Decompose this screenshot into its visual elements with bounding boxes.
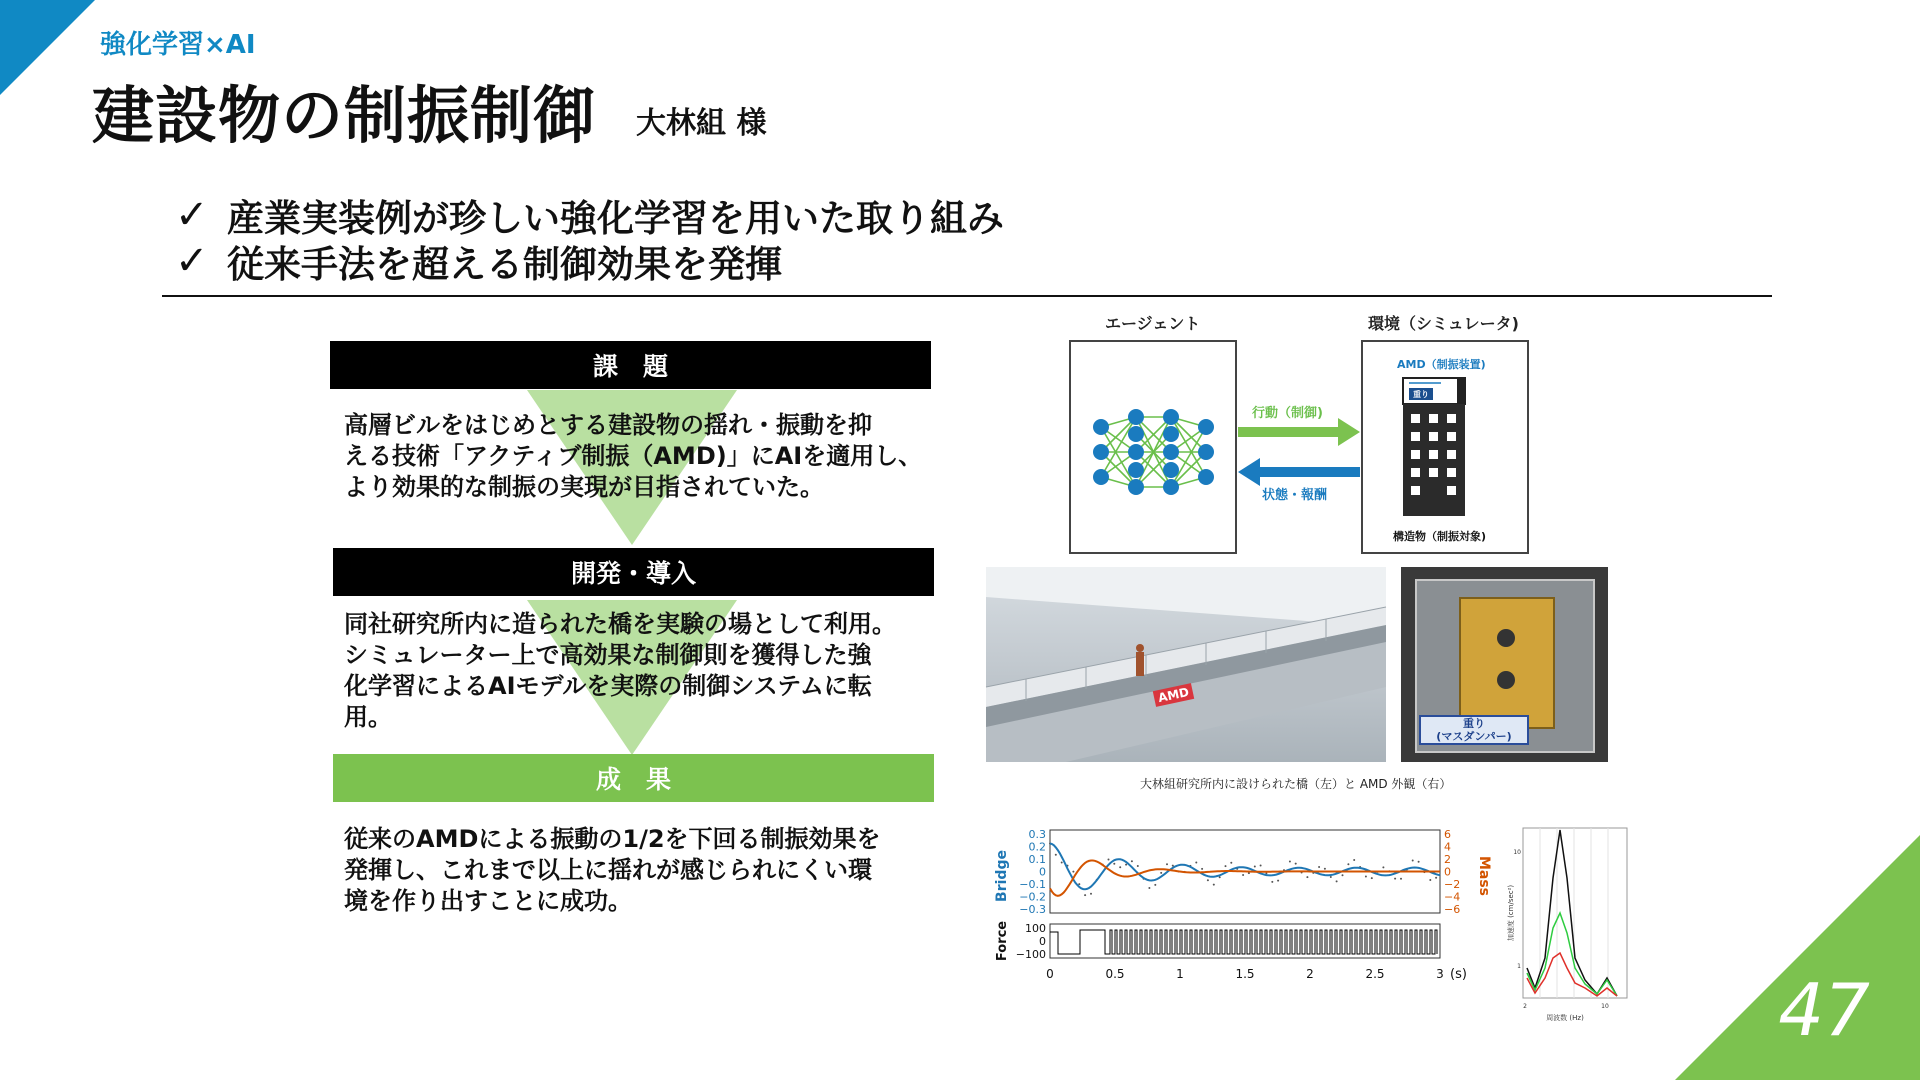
y-tick-label: 1 bbox=[1517, 963, 1521, 970]
agent-box bbox=[1069, 340, 1237, 554]
scatter-point bbox=[1061, 862, 1063, 864]
x-tick-label: 2.5 bbox=[1365, 967, 1385, 981]
highlight-item bbox=[175, 238, 1004, 284]
force-tick-label: 100 bbox=[1025, 922, 1046, 935]
bridge-series-line bbox=[1050, 844, 1440, 890]
right-tick-label: 6 bbox=[1444, 828, 1451, 841]
amd-bolt bbox=[1497, 671, 1515, 689]
x-tick-label: 1.5 bbox=[1235, 967, 1255, 981]
state-reward-label: 状態・報酬 bbox=[1262, 488, 1328, 503]
state-arrow-icon bbox=[1238, 458, 1360, 486]
x-tick-label: 3 bbox=[1436, 967, 1444, 981]
scatter-point bbox=[1084, 894, 1086, 896]
scatter-point bbox=[1435, 877, 1437, 879]
left-tick-label: 0.3 bbox=[1028, 828, 1046, 841]
scatter-point bbox=[1055, 854, 1057, 856]
x-tick-label: 0.5 bbox=[1105, 967, 1125, 981]
right-tick-label: 2 bbox=[1444, 853, 1451, 866]
y-tick-label: 10 bbox=[1513, 849, 1521, 856]
scatter-point bbox=[1230, 862, 1232, 864]
force-tick-label: −100 bbox=[1015, 948, 1046, 961]
scatter-point bbox=[1412, 860, 1414, 862]
amd-label: AMD（制振装置) bbox=[1397, 358, 1486, 371]
issue-header: 課 題 bbox=[330, 341, 931, 389]
right-tick-label: −4 bbox=[1444, 890, 1461, 904]
highlight-text: 産業実装例が珍しい強化学習を用いた取り組み bbox=[227, 197, 1004, 240]
scatter-point bbox=[1400, 878, 1402, 880]
development-header: 開発・導入 bbox=[333, 548, 934, 596]
scatter-point bbox=[1154, 884, 1156, 886]
agent-label: エージェント bbox=[1105, 314, 1201, 333]
scatter-point bbox=[1201, 868, 1203, 870]
amd-bolt bbox=[1497, 629, 1515, 647]
bridge-axis-label: Bridge bbox=[994, 850, 1010, 902]
x-tick-label: 1 bbox=[1176, 967, 1184, 981]
scatter-point bbox=[1131, 860, 1133, 862]
mass-axis-label: Mass bbox=[1476, 855, 1492, 897]
scatter-point bbox=[1172, 865, 1174, 867]
scatter-point bbox=[1137, 865, 1139, 867]
highlight-list bbox=[175, 192, 1004, 284]
amd-photo bbox=[1401, 567, 1608, 762]
scatter-point bbox=[1418, 861, 1420, 863]
force-series-line bbox=[1050, 930, 1437, 954]
spectrum-y-label: 加速度 (cm/sec²) bbox=[1507, 884, 1515, 942]
scatter-point bbox=[1148, 887, 1150, 889]
weight-tag-line2: (マスダンパー) bbox=[1436, 730, 1512, 743]
scatter-point bbox=[1318, 866, 1320, 868]
scatter-point bbox=[1371, 877, 1373, 879]
left-tick-label: −0.3 bbox=[1019, 903, 1046, 916]
result-body: 従来のAMDによる振動の1/2を下回る制振効果を 発揮し、これまで以上に揺れが感じられにくい環 境を作り出すことに成功。 bbox=[344, 825, 881, 915]
scatter-point bbox=[1365, 876, 1367, 878]
scatter-point bbox=[1213, 884, 1215, 886]
highlight-item bbox=[175, 192, 1004, 238]
x-tick-label: 10 bbox=[1601, 1003, 1609, 1010]
spectrum-x-label: 周波数 (Hz) bbox=[1546, 1014, 1584, 1022]
page-number: 47 bbox=[1778, 968, 1870, 1052]
right-tick-label: −6 bbox=[1444, 903, 1461, 916]
scatter-point bbox=[1382, 866, 1384, 868]
scatter-point bbox=[1113, 863, 1115, 865]
amd-plate bbox=[1459, 597, 1555, 729]
weight-tag bbox=[1419, 715, 1529, 745]
scatter-point bbox=[1306, 876, 1308, 878]
scatter-point bbox=[1195, 862, 1197, 864]
development-body: 同社研究所内に造られた橋を実験の場として利用。 シミュレーター上で高効果な制御則を獲得した強 化学習によるAIモデルを実際の制御システムに転 用。 bbox=[344, 610, 896, 731]
left-tick-label: 0 bbox=[1039, 865, 1046, 879]
client-name: 大林組 様 bbox=[636, 106, 767, 141]
spectrum-frame bbox=[1523, 828, 1627, 998]
page-title: 建設物の制振制御 bbox=[92, 79, 597, 152]
scatter-point bbox=[1119, 866, 1121, 868]
right-tick-label: 4 bbox=[1444, 840, 1451, 854]
left-tick-label: 0.2 bbox=[1028, 840, 1046, 854]
scatter-point bbox=[1277, 880, 1279, 882]
spectrum-plot-svg bbox=[1505, 818, 1635, 1028]
right-tick-label: −2 bbox=[1444, 878, 1461, 891]
amd-tag: AMD bbox=[1153, 683, 1195, 707]
environment-box bbox=[1361, 340, 1529, 554]
action-arrow-icon bbox=[1238, 418, 1360, 446]
scatter-point bbox=[1160, 872, 1162, 874]
left-tick-label: −0.1 bbox=[1019, 878, 1046, 891]
issue-body: 高層ビルをはじめとする建設物の揺れ・振動を抑 える技術「アクティブ制振（AMD)」にAIを適用し、 より効果的な制振の実現が目指されていた。 bbox=[344, 411, 923, 501]
highlight-text: 従来手法を超える制御効果を発揮 bbox=[227, 243, 782, 286]
x-unit-label: (s) bbox=[1450, 967, 1467, 982]
spectrum-plot bbox=[1505, 818, 1635, 1028]
result-header: 成 果 bbox=[333, 754, 934, 802]
neural-network-icon bbox=[1071, 342, 1235, 552]
scatter-point bbox=[1394, 878, 1396, 880]
left-tick-label: 0.1 bbox=[1028, 853, 1046, 866]
left-tick-label: −0.2 bbox=[1019, 890, 1046, 904]
action-label: 行動（制御) bbox=[1252, 406, 1323, 421]
force-axis-label: Force bbox=[995, 920, 1010, 962]
scatter-point bbox=[1429, 879, 1431, 881]
response-plot bbox=[990, 818, 1490, 988]
scatter-point bbox=[1166, 863, 1168, 865]
scatter-point bbox=[1324, 868, 1326, 870]
environment-label: 環境（シミュレータ) bbox=[1368, 314, 1519, 333]
scatter-point bbox=[1254, 866, 1256, 868]
scatter-point bbox=[1108, 859, 1110, 861]
scatter-point bbox=[1342, 874, 1344, 876]
scatter-point bbox=[1260, 865, 1262, 867]
scatter-point bbox=[1295, 863, 1297, 865]
response-plot-svg bbox=[990, 818, 1490, 988]
scatter-point bbox=[1090, 893, 1092, 895]
scatter-point bbox=[1347, 863, 1349, 865]
photo-caption: 大林組研究所内に設けられた橋（左）と AMD 外観（右） bbox=[1140, 777, 1452, 791]
check-icon: ✓ bbox=[175, 192, 209, 238]
x-tick-label: 2 bbox=[1306, 967, 1314, 981]
bridge-illustration bbox=[986, 567, 1386, 762]
scatter-point bbox=[1078, 883, 1080, 885]
scatter-point bbox=[1207, 879, 1209, 881]
divider bbox=[162, 295, 1772, 297]
x-tick-label: 0 bbox=[1046, 967, 1054, 981]
category-label: 強化学習×AI bbox=[100, 30, 256, 60]
check-icon: ✓ bbox=[175, 238, 209, 284]
scatter-point bbox=[1242, 874, 1244, 876]
scatter-point bbox=[1353, 859, 1355, 861]
weight-label: 重り bbox=[1413, 390, 1429, 399]
scatter-point bbox=[1225, 865, 1227, 867]
scatter-point bbox=[1125, 864, 1127, 866]
weight-tag-line1: 重り bbox=[1463, 717, 1485, 730]
scatter-point bbox=[1336, 880, 1338, 882]
scatter-point bbox=[1289, 861, 1291, 863]
structure-label: 構造物（制振対象) bbox=[1393, 530, 1487, 543]
corner-decoration-top-left bbox=[0, 0, 95, 95]
bridge-photo bbox=[986, 567, 1386, 762]
scatter-point bbox=[1072, 871, 1074, 873]
force-tick-label: 0 bbox=[1039, 935, 1046, 948]
scatter-point bbox=[1271, 881, 1273, 883]
right-tick-label: 0 bbox=[1444, 865, 1451, 879]
scatter-point bbox=[1330, 876, 1332, 878]
x-tick-label: 2 bbox=[1523, 1003, 1527, 1010]
